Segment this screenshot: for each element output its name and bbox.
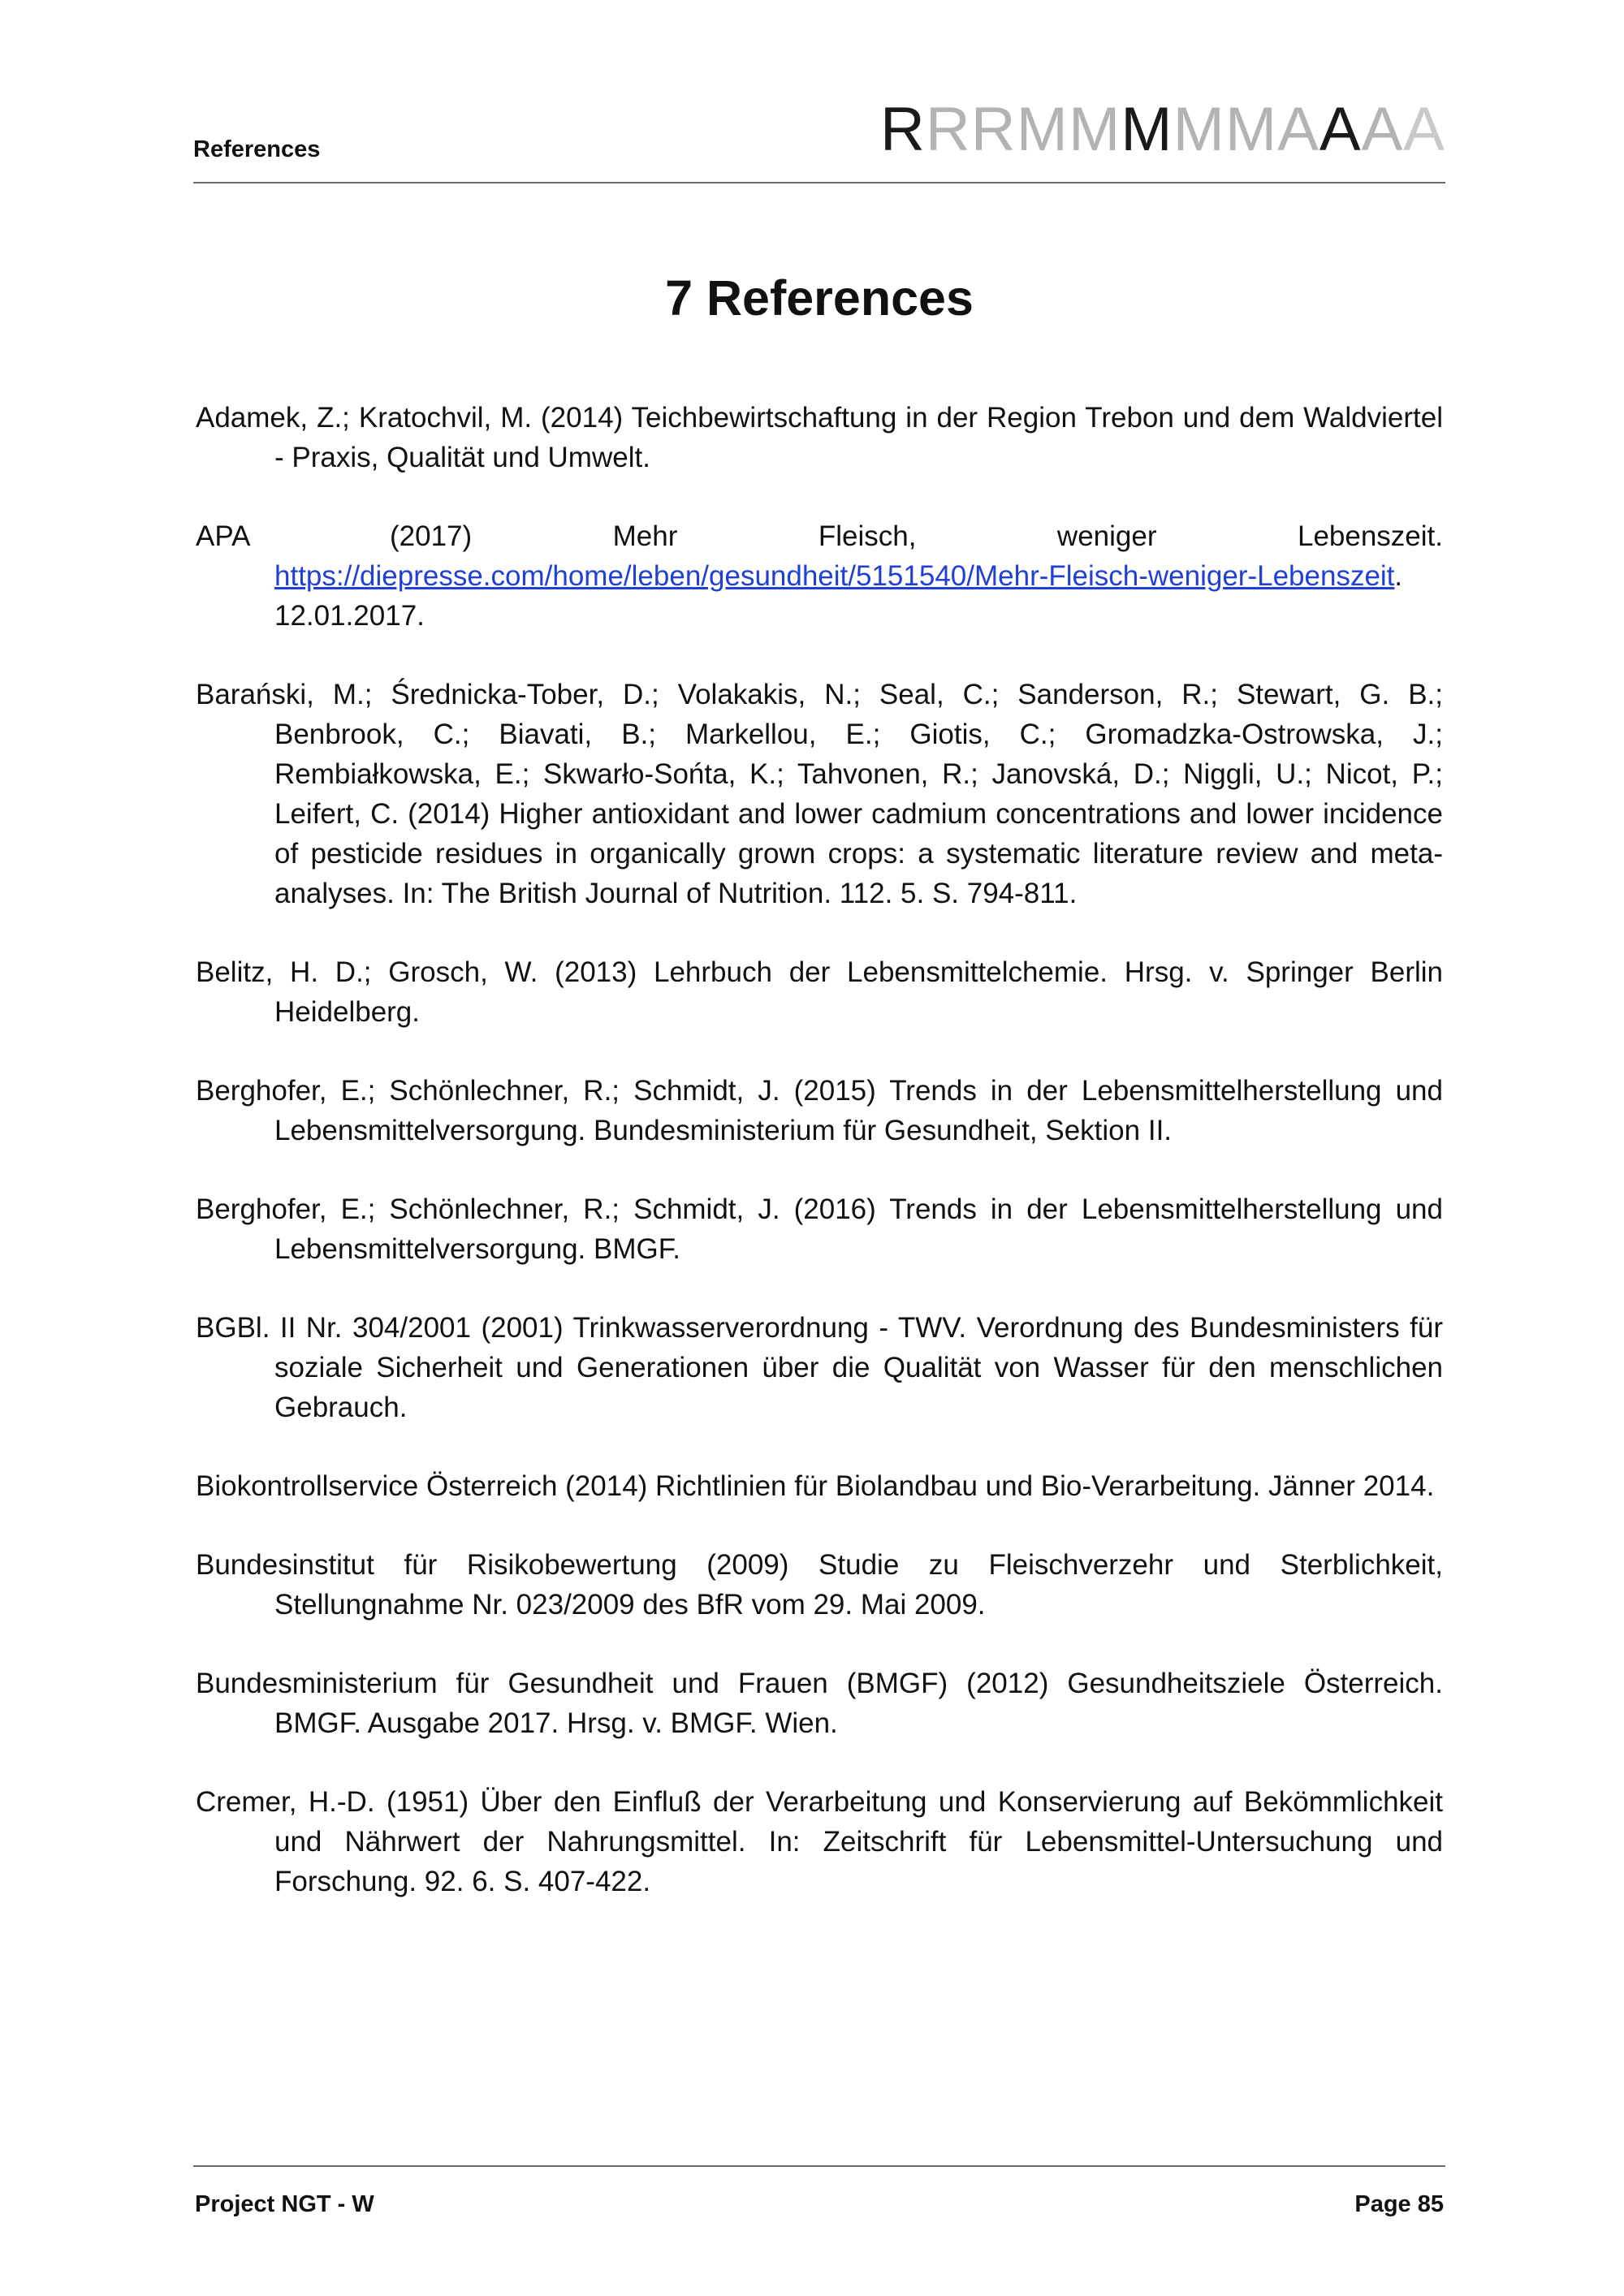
logo-letter: A [1319, 95, 1362, 164]
page-header [193, 96, 1445, 183]
reference-text: Adamek, Z.; Kratochvil, M. (2014) Teichbewirtschaftung in der Region Trebon und dem Waldviertel - Praxis, Qualität und Umwelt. [196, 402, 1443, 473]
reference-entry [196, 1466, 1443, 1506]
reference-text: Berghofer, E.; Schönlechner, R.; Schmidt, J. (2015) Trends in der Lebensmittelherstellung und Lebensmittelversorgung. Bundesministerium für Gesundheit, Sektion II. [196, 1075, 1443, 1146]
logo-letter: M [1068, 95, 1121, 164]
logo-letter: R [970, 95, 1017, 164]
reference-entry [196, 1071, 1443, 1150]
footer-page-number: Page 85 [1354, 2191, 1444, 2217]
logo-letter: M [1121, 95, 1173, 164]
page-footer [193, 2165, 1445, 2216]
reference-entry [196, 952, 1443, 1032]
logo-letter: R [879, 95, 926, 164]
reference-list [196, 398, 1443, 1940]
logo-letter: A [1361, 95, 1404, 164]
logo-letter: A [1277, 95, 1320, 164]
reference-text: APA (2017) Mehr Fleisch, weniger Lebenszeit. [196, 520, 1443, 552]
logo-letter: R [925, 95, 971, 164]
reference-text: Bundesinstitut für Risikobewertung (2009) Studie zu Fleischverzehr und Sterblichkeit, Stellungnahme Nr. 023/2009 des BfR vom 29. Mai 2009. [196, 1549, 1443, 1621]
reference-entry [196, 1308, 1443, 1427]
reference-entry [196, 1664, 1443, 1743]
reference-text: Barański, M.; Średnicka-Tober, D.; Volakakis, N.; Seal, C.; Sanderson, R.; Stewart, G. B.; Benbrook, C.; Biavati, B.; Markellou, E.; Giotis, C.; Gromadzka-Ostrowska, J.; Rembiałkowska, E.; Skwarło-Sońta, K.; Tahvonen, R.; Janovská, D.; Niggli, U.; Nicot, P.; Leifert, C. (2014) Higher antioxidant and lower cadmium concentrations and lower incidence of pesticide residues in organically grown crops: a systematic literature review and meta-analyses. In: The British Journal of Nutrition. 112. 5. S. 794-811. [196, 679, 1443, 909]
reference-entry [196, 675, 1443, 913]
reference-entry [196, 398, 1443, 477]
reference-text: BGBl. II Nr. 304/2001 (2001) Trinkwasserverordnung - TWV. Verordnung des Bundesministers für soziale Sicherheit und Generationen über die Qualität von Wasser für den menschlichen Gebrauch. [196, 1312, 1443, 1423]
reference-text: Cremer, H.-D. (1951) Über den Einfluß der Verarbeitung und Konservierung auf Bekömmlichkeit und Nährwert der Nahrungsmittel. In: Zeitschrift für Lebensmittel-Untersuchung und Forschung. 92. 6. S. 407-422. [196, 1786, 1443, 1897]
reference-text: Belitz, H. D.; Grosch, W. (2013) Lehrbuch der Lebensmittelchemie. Hrsg. v. Springer Berlin Heidelberg. [196, 956, 1443, 1028]
reference-text: Biokontrollservice Österreich (2014) Richtlinien für Biolandbau und Bio-Verarbeitung. Jänner 2014. [196, 1470, 1435, 1502]
reference-entry [196, 1189, 1443, 1269]
brand-logo [879, 95, 1445, 164]
chapter-title: 7 References [665, 270, 974, 326]
logo-letter: M [1224, 95, 1278, 164]
reference-link[interactable]: https://diepresse.com/home/leben/gesundheit/5151540/Mehr-Fleisch-weniger-Lebenszeit [274, 560, 1395, 592]
logo-letter: M [1173, 95, 1225, 164]
reference-entry [196, 516, 1443, 636]
running-header-label: References [193, 136, 321, 162]
logo-letter: A [1403, 95, 1445, 164]
reference-date: . 12.01.2017. [274, 560, 1403, 632]
logo-letter: M [1016, 95, 1069, 164]
reference-entry [196, 1545, 1443, 1625]
reference-text: Bundesministerium für Gesundheit und Frauen (BMGF) (2012) Gesundheitsziele Österreich. BMGF. Ausgabe 2017. Hrsg. v. BMGF. Wien. [196, 1668, 1443, 1739]
reference-entry [196, 1782, 1443, 1901]
footer-project-name: Project NGT - W [195, 2191, 374, 2217]
reference-text: Berghofer, E.; Schönlechner, R.; Schmidt, J. (2016) Trends in der Lebensmittelherstellung und Lebensmittelversorgung. BMGF. [196, 1193, 1443, 1265]
